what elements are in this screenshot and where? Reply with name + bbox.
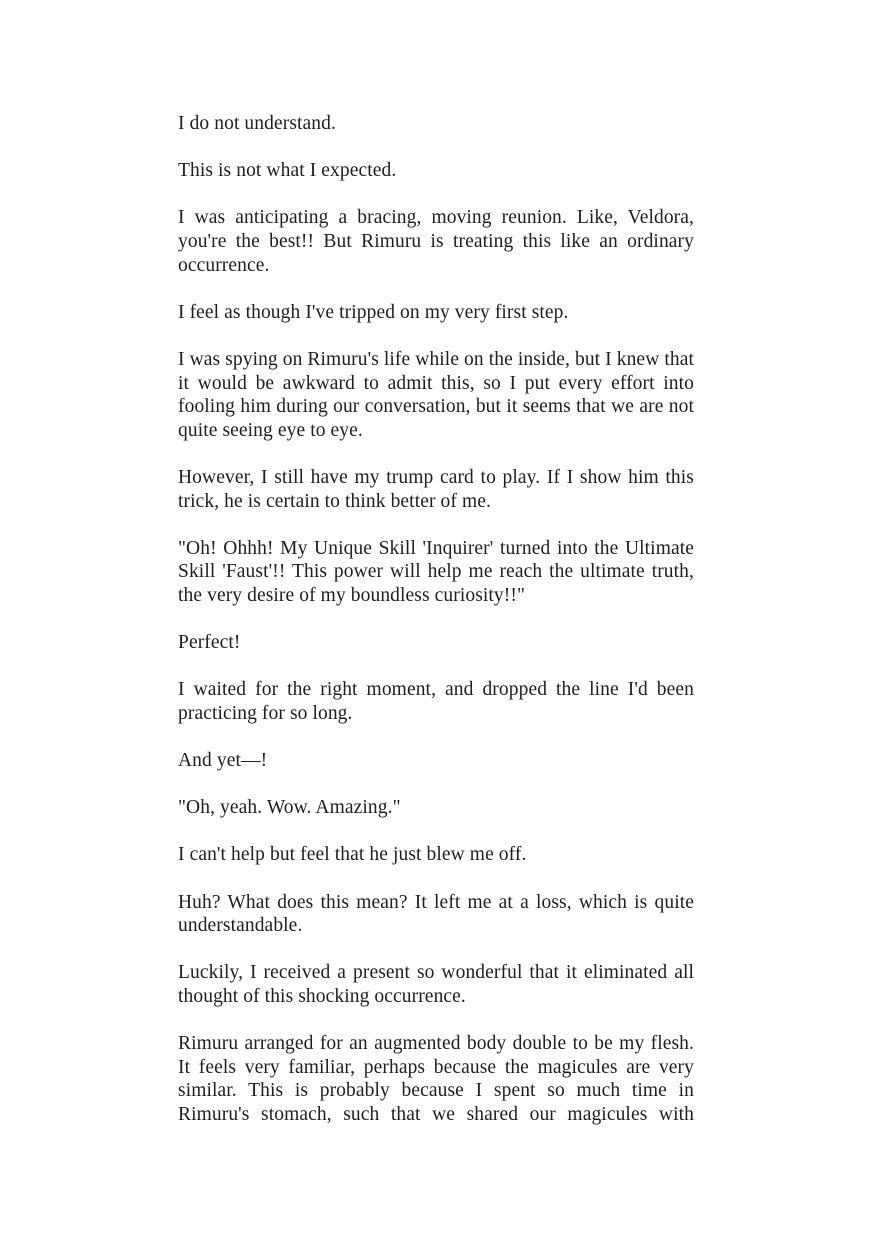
paragraph: "Oh! Ohhh! My Unique Skill 'Inquirer' turned into the Ultimate Skill 'Faust'!! This power will help me reach the ultimate truth, the very desire of my boundless curiosity!!" [178, 537, 694, 606]
paragraph: However, I still have my trump card to play. If I show him this trick, he is certain to think better of me. [178, 466, 694, 512]
paragraph: I waited for the right moment, and dropped the line I'd been practicing for so long. [178, 679, 694, 724]
paragraph: Rimuru arranged for an augmented body double to be my flesh. It feels very familiar, perhaps because the magicules are very similar. This is probably because I spent so much time in Rimuru's stomach, such that we shared our magicules with [178, 1033, 694, 1125]
paragraph: And yet—! [178, 750, 268, 772]
text-column [178, 112, 694, 1150]
paragraph: "Oh, yeah. Wow. Amazing." [178, 797, 401, 819]
paragraph: I was anticipating a bracing, moving reunion. Like, Veldora, you're the best!! But Rimuru is treating this like an ordinary occurrence. [178, 207, 694, 276]
paragraph: This is not what I expected. [178, 160, 397, 182]
paragraph: Huh? What does this mean? It left me at a loss, which is quite understandable. [178, 891, 694, 937]
paragraph: I was spying on Rimuru's life while on the inside, but I knew that it would be awkward to admit this, so I put every effort into fooling him during our conversation, but it seems that we are not quite seeing eye to eye. [178, 348, 694, 441]
paragraph: I do not understand. [178, 113, 336, 134]
paragraph: Perfect! [178, 632, 241, 654]
paragraph: I feel as though I've tripped on my very first step. [178, 301, 569, 323]
paragraph: I can't help but feel that he just blew me off. [178, 844, 527, 866]
paragraph: Luckily, I received a present so wonderful that it eliminated all thought of this shocking occurrence. [178, 962, 694, 1007]
